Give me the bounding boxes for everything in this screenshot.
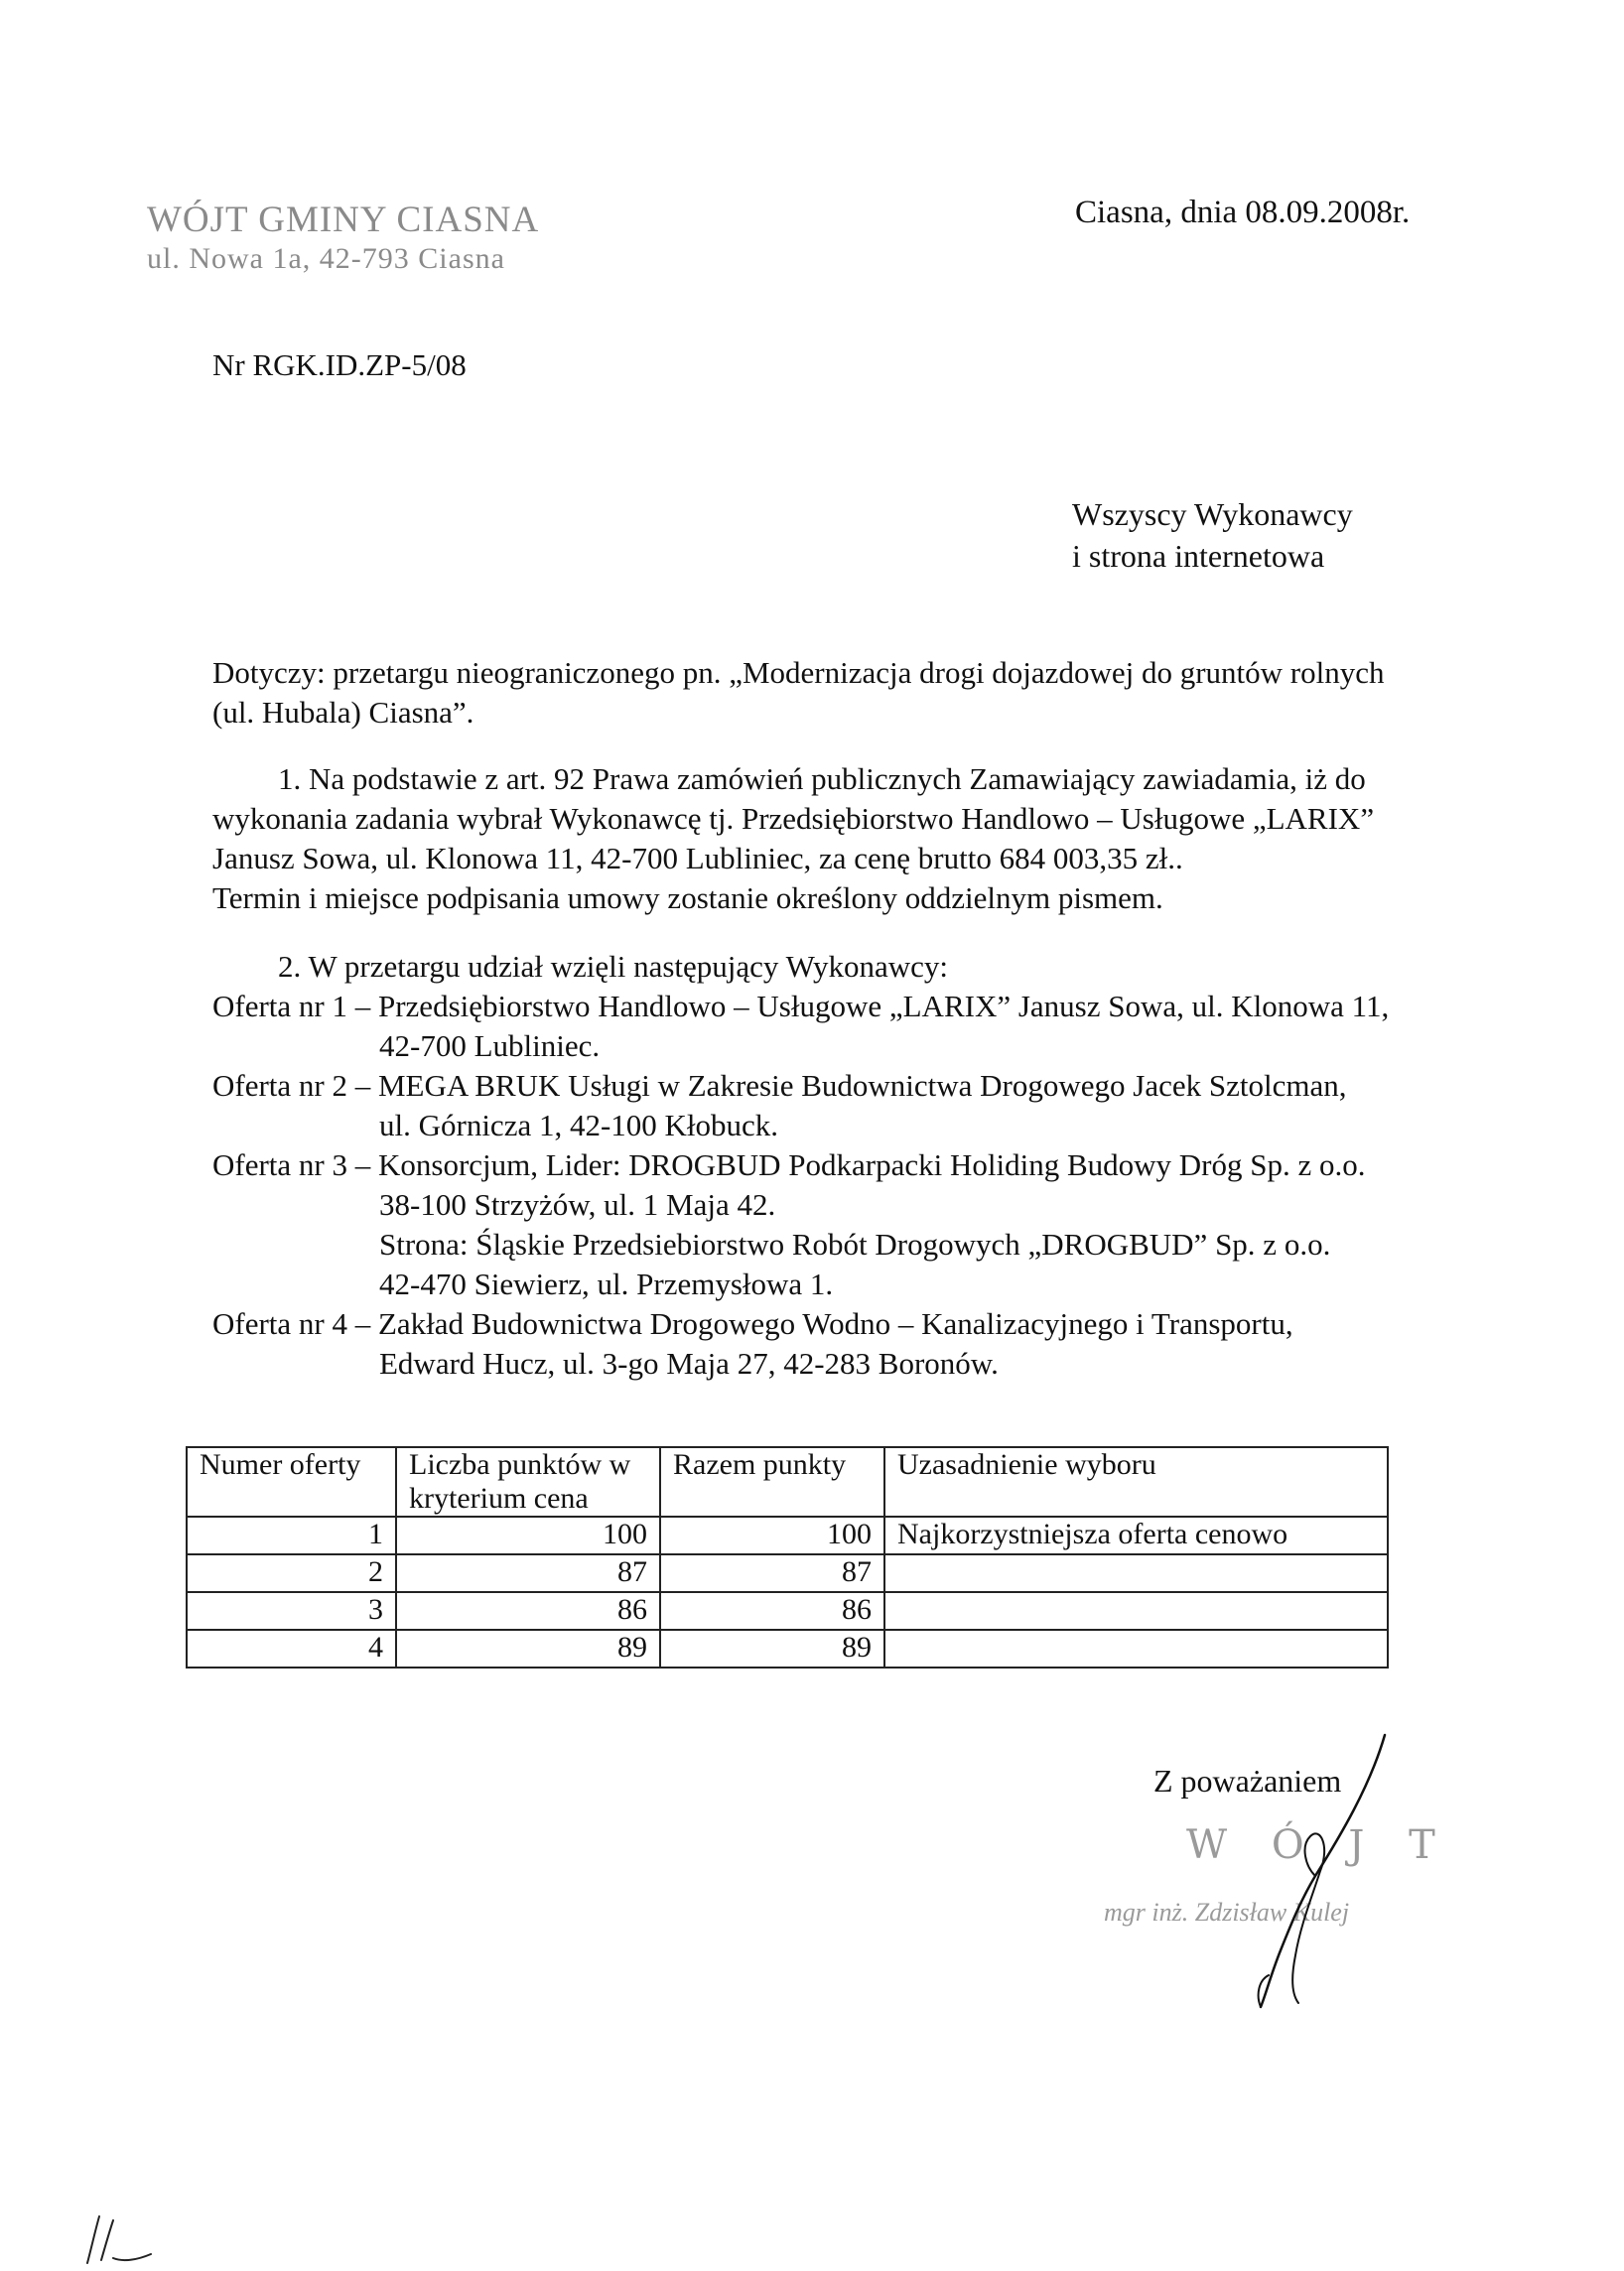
cell-total-points: 86 [660, 1592, 884, 1630]
document-date: Ciasna, dnia 08.09.2008r. [1075, 195, 1411, 230]
offer-4-line-1: Oferta nr 4 – Zakład Budownictwa Drogowego Wodno – Kanalizacyjnego i Transportu, [212, 1306, 1293, 1341]
section-1-line-1: 1. Na podstawie z art. 92 Prawa zamówień publicznych Zamawiający zawiadamia, iż do [278, 761, 1366, 796]
offer-2-line-2: ul. Górnicza 1, 42-100 Kłobuck. [379, 1108, 779, 1142]
offer-1-line-2: 42-700 Lubliniec. [379, 1028, 601, 1063]
header-justification: Uzasadnienie wyboru [884, 1447, 1388, 1517]
table-row [187, 1554, 1388, 1592]
header-offer-number: Numer oferty [187, 1447, 396, 1517]
office-name-stamp: WÓJT GMINY CIASNA [147, 200, 540, 240]
header-total-points: Razem punkty [660, 1447, 884, 1517]
cell-offer-number: 1 [187, 1517, 396, 1554]
recipient-line-2: i strona internetowa [1072, 538, 1325, 574]
section-1-line-4: Termin i miejsce podpisania umowy zostanie określony oddzielnym pismem. [212, 880, 1163, 915]
cell-offer-number: 4 [187, 1630, 396, 1668]
cell-price-points: 87 [396, 1554, 660, 1592]
offer-3-line-3: Strona: Śląskie Przedsiebiorstwo Robót Drogowych „DROGBUD” Sp. z o.o. [379, 1227, 1331, 1262]
table-header-row [187, 1447, 1388, 1517]
cell-total-points: 87 [660, 1554, 884, 1592]
official-name-stamp: mgr inż. Zdzisław Kulej [1104, 1898, 1350, 1927]
scores-table [186, 1446, 1389, 1669]
cell-justification [884, 1554, 1388, 1592]
cell-justification: Najkorzystniejsza oferta cenowo [884, 1517, 1388, 1554]
subject-line-1: Dotyczy: przetargu nieograniczonego pn. „Modernizacja drogi dojazdowej do gruntów rolnych [212, 655, 1385, 690]
subject-line-2: (ul. Hubala) Ciasna”. [212, 695, 474, 730]
recipient-line-1: Wszyscy Wykonawcy [1072, 496, 1353, 532]
reference-number: Nr RGK.ID.ZP-5/08 [212, 347, 467, 382]
table-row [187, 1592, 1388, 1630]
header-price-points: Liczba punktów w kryterium cena [396, 1447, 660, 1517]
office-address-stamp: ul. Nowa 1a, 42-793 Ciasna [147, 242, 505, 275]
official-title-stamp: W Ó J T [1186, 1822, 1451, 1868]
cell-total-points: 100 [660, 1517, 884, 1554]
section-2-intro: 2. W przetargu udział wzięli następujący Wykonawcy: [278, 949, 949, 984]
table-row [187, 1630, 1388, 1668]
closing-greeting: Z poważaniem [1153, 1763, 1342, 1799]
cell-offer-number: 3 [187, 1592, 396, 1630]
offer-3-line-4: 42-470 Siewierz, ul. Przemysłowa 1. [379, 1267, 834, 1301]
offer-3-line-2: 38-100 Strzyżów, ul. 1 Maja 42. [379, 1187, 776, 1222]
section-1 [212, 759, 1374, 918]
offer-3-line-1: Oferta nr 3 – Konsorcjum, Lider: DROGBUD Podkarpacki Holiding Budowy Dróg Sp. z o.o. [212, 1147, 1366, 1182]
section-1-line-3: Janusz Sowa, ul. Klonowa 11, 42-700 Lubliniec, za cenę brutto 684 003,35 zł.. [212, 841, 1183, 875]
cell-price-points: 100 [396, 1517, 660, 1554]
offer-2-line-1: Oferta nr 2 – MEGA BRUK Usługi w Zakresie Budownictwa Drogowego Jacek Sztolcman, [212, 1068, 1347, 1103]
offer-1-line-1: Oferta nr 1 – Przedsiębiorstwo Handlowo – Usługowe „LARIX” Janusz Sowa, ul. Klonowa 11, [212, 989, 1390, 1023]
handwritten-signature [1221, 1727, 1400, 2015]
cell-justification [884, 1630, 1388, 1668]
section-1-line-2: wykonania zadania wybrał Wykonawcę tj. Przedsiębiorstwo Handlowo – Usługowe „LARIX” [212, 801, 1375, 836]
cell-justification [884, 1592, 1388, 1630]
page-initials-mark [79, 2208, 169, 2268]
cell-total-points: 89 [660, 1630, 884, 1668]
offer-4-line-2: Edward Hucz, ul. 3-go Maja 27, 42-283 Boronów. [379, 1346, 999, 1381]
section-2 [212, 947, 1389, 1384]
table-row [187, 1517, 1388, 1554]
cell-price-points: 86 [396, 1592, 660, 1630]
subject [212, 653, 1384, 733]
cell-offer-number: 2 [187, 1554, 396, 1592]
cell-price-points: 89 [396, 1630, 660, 1668]
